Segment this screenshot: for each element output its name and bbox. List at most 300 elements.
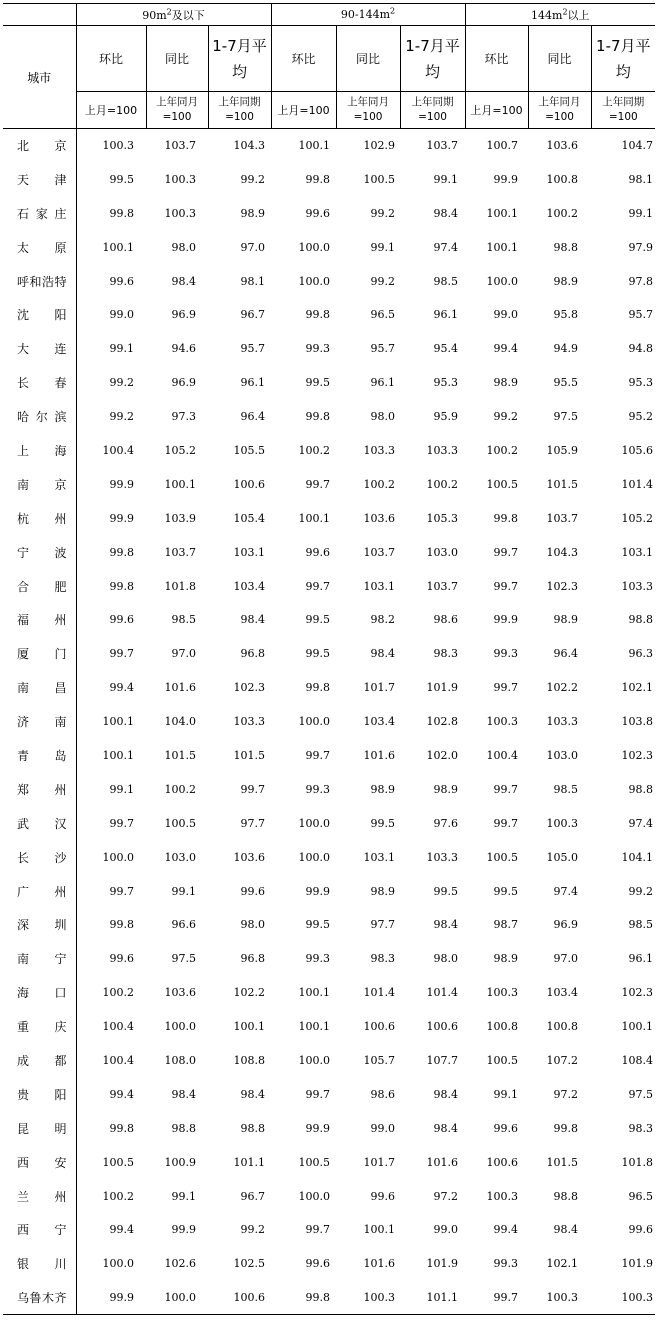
index-value-cell: 100.6 [363,1020,396,1034]
index-value-cell: 103.3 [426,850,459,864]
index-value-cell: 98.4 [370,647,396,661]
index-value-cell: 100.3 [486,986,519,1000]
index-value-cell: 96.8 [240,952,266,966]
index-value-cell: 101.8 [621,1155,654,1169]
index-value-cell: 99.2 [493,410,519,424]
index-value-cell: 98.4 [433,918,459,932]
index-value-cell: 99.8 [109,579,134,593]
city-name: 深圳 [3,908,76,942]
index-value-cell: 103.1 [233,545,266,559]
index-value-cell: 101.4 [363,986,396,1000]
table-row [3,705,655,739]
table-row [3,603,655,637]
index-value-cell: 96.6 [171,918,196,932]
index-value-cell: 99.6 [305,206,331,220]
index-value-cell: 100.3 [486,715,519,729]
city-name: 南京 [3,467,76,501]
index-value-cell: 98.9 [370,782,396,796]
index-value-cell: 99.8 [271,1281,336,1315]
index-value-cell: 102.3 [233,681,266,695]
index-value-cell: 97.3 [171,410,196,424]
index-value-cell: 99.3 [305,782,331,796]
table-row [3,535,655,569]
index-value-cell: 95.7 [240,342,266,356]
index-value-cell: 103.6 [164,986,196,1000]
index-value-cell: 97.4 [433,240,459,254]
city-name: 天津 [3,162,76,196]
index-value-cell: 100.0 [102,850,134,864]
table-row [3,1044,655,1078]
index-value-cell: 99.1 [628,206,654,220]
city-name: 宁波 [3,535,76,569]
index-value-cell: 107.2 [546,1053,579,1067]
index-value-cell: 98.1 [628,172,654,186]
base-header-mom: 上月=100 [271,92,336,129]
index-value-cell: 95.5 [553,376,579,390]
base-header-ytd-avg: 上年同期 =100 [208,92,271,129]
index-value-cell: 101.7 [363,1155,396,1169]
index-value-cell: 98.3 [628,1121,654,1135]
index-value-cell: 108.4 [621,1053,654,1067]
index-value-cell: 100.7 [486,139,519,153]
index-value-cell: 102.6 [164,1257,196,1271]
index-value-cell: 100.6 [233,477,266,491]
table-row [3,400,655,434]
index-value-cell: 100.6 [426,1020,459,1034]
index-value-cell: 99.1 [109,782,134,796]
index-value-cell: 103.1 [363,579,396,593]
index-value-cell: 100.3 [591,1281,655,1315]
index-value-cell: 100.1 [102,715,134,729]
index-value-cell: 100.5 [102,1155,134,1169]
index-value-cell: 98.8 [628,613,654,627]
table-row [3,298,655,332]
index-value-cell: 102.1 [621,681,654,695]
index-value-cell: 99.8 [305,172,331,186]
city-name: 福州 [3,603,76,637]
index-value-cell: 100.6 [486,1155,519,1169]
index-value-cell: 99.2 [240,1223,266,1237]
index-value-cell: 97.5 [171,952,196,966]
index-value-cell: 100.1 [102,240,134,254]
city-name: 广州 [3,874,76,908]
table-row [3,230,655,264]
index-value-cell: 105.2 [164,443,196,457]
table-body [3,129,655,1315]
index-value-cell: 100.2 [426,477,459,491]
index-value-cell: 100.1 [298,511,331,525]
index-value-cell: 100.0 [102,1257,134,1271]
city-header-label: 城市 [3,26,76,129]
index-value-cell: 100.0 [298,715,331,729]
index-value-cell: 95.7 [370,342,396,356]
index-value-cell: 99.2 [370,206,396,220]
index-value-cell: 105.4 [233,511,266,525]
index-value-cell: 99.1 [370,240,396,254]
index-value-cell: 98.8 [553,240,579,254]
index-value-cell: 99.3 [493,647,519,661]
city-name: 沈阳 [3,298,76,332]
table-row [3,1145,655,1179]
index-value-cell: 104.7 [621,139,654,153]
index-value-cell: 98.5 [628,918,654,932]
index-value-cell: 100.1 [233,1020,266,1034]
index-value-cell: 104.1 [621,850,654,864]
index-value-cell: 99.5 [109,172,134,186]
index-value-cell: 99.0 [370,1121,396,1135]
index-value-cell: 108.0 [164,1053,196,1067]
metric-header-yoy: 同比 [146,26,208,92]
index-value-cell: 99.1 [433,172,459,186]
city-name: 合肥 [3,569,76,603]
table-row [3,129,655,163]
index-value-cell: 100.9 [164,1155,196,1169]
index-value-cell: 98.9 [553,274,579,288]
index-value-cell: 102.2 [546,681,579,695]
index-value-cell: 100.8 [486,1020,519,1034]
index-value-cell: 100.5 [363,172,396,186]
index-value-cell: 100.1 [164,477,196,491]
index-value-cell: 99.0 [109,308,134,322]
index-value-cell: 99.7 [109,647,134,661]
index-value-cell: 99.5 [433,884,459,898]
index-value-cell: 103.7 [426,139,459,153]
index-value-cell: 98.9 [240,206,266,220]
index-value-cell: 96.1 [370,376,396,390]
index-value-cell: 100.1 [486,206,519,220]
index-value-cell: 100.5 [298,1155,331,1169]
city-name: 西安 [3,1145,76,1179]
index-value-cell: 94.9 [553,342,579,356]
index-value-cell: 95.3 [433,376,459,390]
index-value-cell: 96.1 [628,952,654,966]
index-value-cell: 99.4 [109,1223,134,1237]
index-value-cell: 102.3 [621,986,654,1000]
index-value-cell: 101.6 [426,1155,459,1169]
table-row [3,739,655,773]
index-value-cell: 103.6 [233,850,266,864]
index-value-cell: 99.6 [305,1257,331,1271]
metric-header-mom: 环比 [76,26,146,92]
index-value-cell: 98.8 [240,1121,266,1135]
index-value-cell: 99.7 [493,579,519,593]
table-row [3,1010,655,1044]
index-value-cell: 101.1 [233,1155,266,1169]
index-value-cell: 98.6 [370,1087,396,1101]
index-value-cell: 105.9 [546,443,579,457]
index-value-cell: 100.5 [486,477,519,491]
index-value-cell: 100.4 [486,748,519,762]
index-value-cell: 108.8 [233,1053,266,1067]
index-value-cell: 101.1 [400,1281,465,1315]
index-value-cell: 100.2 [363,477,396,491]
index-value-cell: 99.4 [493,342,519,356]
city-name: 长沙 [3,840,76,874]
metric-header-ytd-avg: 1-7月平 均 [208,26,271,92]
index-value-cell: 99.6 [240,884,266,898]
base-header-yoy: 上年同月 =100 [146,92,208,129]
index-value-cell: 99.7 [305,579,331,593]
index-value-cell: 100.2 [102,1189,134,1203]
index-value-cell: 98.0 [240,918,266,932]
city-column-header [3,4,76,26]
index-value-cell: 100.2 [486,443,519,457]
index-value-cell: 99.9 [76,1281,146,1315]
index-value-cell: 100.1 [363,1223,396,1237]
index-value-cell: 102.5 [233,1257,266,1271]
index-value-cell: 96.9 [171,308,196,322]
index-value-cell: 99.7 [240,782,266,796]
index-value-cell: 100.2 [298,443,331,457]
index-value-cell: 99.2 [628,884,654,898]
index-value-cell: 98.9 [493,376,519,390]
index-value-cell: 99.7 [109,884,134,898]
group-header-large: $144m^2$以上 [465,4,655,26]
index-value-cell: 105.3 [426,511,459,525]
index-value-cell: 99.5 [370,816,396,830]
index-value-cell: 98.4 [433,1121,459,1135]
index-value-cell: 100.3 [102,139,134,153]
index-value-cell: 96.3 [628,647,654,661]
table-row [3,434,655,468]
index-value-cell: 98.3 [433,647,459,661]
index-value-cell: 99.7 [305,1223,331,1237]
index-value-cell: 97.2 [433,1189,459,1203]
index-value-cell: 99.3 [305,342,331,356]
index-value-cell: 103.1 [363,850,396,864]
index-value-cell: 101.5 [546,1155,579,1169]
index-value-cell: 98.8 [171,1121,196,1135]
index-value-cell: 100.3 [164,172,196,186]
index-value-cell: 103.7 [426,579,459,593]
index-value-cell: 99.5 [305,376,331,390]
index-value-cell: 97.2 [553,1087,579,1101]
table-row [3,976,655,1010]
metric-header-yoy: 同比 [528,26,591,92]
metric-header-mom: 环比 [465,26,528,92]
index-value-cell: 100.8 [546,1020,579,1034]
index-value-cell: 100.0 [298,240,331,254]
index-value-cell: 103.7 [164,139,196,153]
index-value-cell: 98.2 [370,613,396,627]
table-row [3,467,655,501]
index-value-cell: 99.5 [493,884,519,898]
index-value-cell: 98.0 [433,952,459,966]
index-value-cell: 97.5 [553,410,579,424]
index-value-cell: 98.9 [433,782,459,796]
index-value-cell: 97.0 [171,647,196,661]
index-value-cell: 95.2 [628,410,654,424]
index-value-cell: 99.6 [370,1189,396,1203]
index-value-cell: 99.9 [493,613,519,627]
table-header [3,4,655,129]
base-header-mom: 上月=100 [465,92,528,129]
index-value-cell: 100.2 [164,782,196,796]
index-value-cell: 99.1 [171,884,196,898]
city-name: 上海 [3,434,76,468]
table-row [3,1111,655,1145]
index-value-cell: 100.3 [546,816,579,830]
index-value-cell: 99.8 [305,681,331,695]
index-value-cell: 99.8 [305,308,331,322]
index-value-cell: 103.3 [621,579,654,593]
index-value-cell: 100.2 [546,206,579,220]
index-value-cell: 102.3 [546,579,579,593]
index-value-cell: 98.5 [433,274,459,288]
index-value-cell: 95.4 [433,342,459,356]
index-value-cell: 104.3 [233,139,266,153]
index-value-cell: 100.0 [298,274,331,288]
index-value-cell: 99.0 [493,308,519,322]
index-value-cell: 98.5 [171,613,196,627]
table-row [3,569,655,603]
index-value-cell: 99.6 [628,1223,654,1237]
index-value-cell: 96.4 [240,410,266,424]
index-value-cell: 98.4 [553,1223,579,1237]
index-value-cell: 98.5 [553,782,579,796]
city-name: 长春 [3,366,76,400]
index-value-cell: 100.3 [486,1189,519,1203]
index-value-cell: 100.4 [102,1053,134,1067]
base-header-yoy: 上年同月 =100 [336,92,400,129]
index-value-cell: 105.5 [233,443,266,457]
index-value-cell: 95.3 [628,376,654,390]
index-value-cell: 101.9 [426,681,459,695]
index-value-cell: 105.2 [621,511,654,525]
index-value-cell: 98.4 [433,1087,459,1101]
index-value-cell: 99.7 [493,816,519,830]
index-value-cell: 103.3 [233,715,266,729]
index-value-cell: 98.4 [240,1087,266,1101]
index-value-cell: 99.8 [305,410,331,424]
city-name: 呼和浩特 [3,264,76,298]
index-value-cell: 97.0 [240,240,266,254]
table-row [3,501,655,535]
index-value-cell: 99.9 [109,511,134,525]
index-value-cell: 98.4 [171,274,196,288]
index-value-cell: 99.8 [109,918,134,932]
index-value-cell: 101.6 [363,1257,396,1271]
index-value-cell: 103.9 [164,511,196,525]
city-name: 武汉 [3,806,76,840]
table-row [3,840,655,874]
index-value-cell: 102.9 [363,139,396,153]
index-value-cell: 97.8 [628,274,654,288]
index-value-cell: 100.1 [621,1020,654,1034]
index-value-cell: 99.5 [305,647,331,661]
base-header-ytd-avg: 上年同期 =100 [591,92,655,129]
index-value-cell: 97.7 [240,816,266,830]
index-value-cell: 101.9 [426,1257,459,1271]
index-value-cell: 107.7 [426,1053,459,1067]
city-name: 乌鲁木齐 [3,1281,76,1315]
index-value-cell: 98.3 [370,952,396,966]
index-value-cell: 96.5 [370,308,396,322]
index-value-cell: 103.0 [164,850,196,864]
index-value-cell: 103.3 [426,443,459,457]
table-row [3,874,655,908]
city-name: 哈尔滨 [3,400,76,434]
table-row [3,908,655,942]
index-value-cell: 101.6 [363,748,396,762]
index-value-cell: 98.8 [628,782,654,796]
index-value-cell: 99.3 [305,952,331,966]
table-row [3,162,655,196]
city-name: 厦门 [3,637,76,671]
index-value-cell: 100.0 [298,1053,331,1067]
index-value-cell: 96.9 [553,918,579,932]
index-value-cell: 100.0 [298,816,331,830]
index-value-cell: 100.0 [298,1189,331,1203]
index-value-cell: 103.8 [621,715,654,729]
index-value-cell: 99.7 [305,477,331,491]
index-value-cell: 100.0 [486,274,519,288]
index-value-cell: 99.7 [465,1281,528,1315]
index-value-cell: 98.6 [433,613,459,627]
index-value-cell: 99.6 [109,613,134,627]
index-value-cell: 99.7 [493,681,519,695]
index-value-cell: 100.6 [208,1281,271,1315]
index-value-cell: 99.6 [109,952,134,966]
index-value-cell: 95.8 [553,308,579,322]
index-value-cell: 103.3 [363,443,396,457]
index-value-cell: 103.0 [426,545,459,559]
city-name: 兰州 [3,1179,76,1213]
index-value-cell: 104.3 [546,545,579,559]
index-value-cell: 100.0 [164,1020,196,1034]
index-value-cell: 100.5 [164,816,196,830]
price-index-table [3,3,655,1315]
table-row [3,671,655,705]
index-value-cell: 103.7 [164,545,196,559]
index-value-cell: 97.0 [553,952,579,966]
index-value-cell: 98.9 [493,952,519,966]
price-index-table-container [3,3,655,1315]
index-value-cell: 100.4 [102,1020,134,1034]
index-value-cell: 99.2 [109,410,134,424]
index-value-cell: 98.1 [240,274,266,288]
index-value-cell: 99.6 [305,545,331,559]
index-value-cell: 99.1 [109,342,134,356]
city-name: 海口 [3,976,76,1010]
index-value-cell: 98.0 [171,240,196,254]
index-value-cell: 101.8 [164,579,196,593]
base-header-mom: 上月=100 [76,92,146,129]
index-value-cell: 105.6 [621,443,654,457]
index-value-cell: 97.4 [553,884,579,898]
table-row [3,1179,655,1213]
metric-header-ytd-avg: 1-7月平 均 [591,26,655,92]
index-value-cell: 99.1 [171,1189,196,1203]
index-value-cell: 103.4 [363,715,396,729]
index-value-cell: 99.7 [305,748,331,762]
index-value-cell: 101.9 [621,1257,654,1271]
index-value-cell: 96.5 [628,1189,654,1203]
index-value-cell: 102.3 [621,748,654,762]
city-name: 银川 [3,1247,76,1281]
index-value-cell: 96.4 [553,647,579,661]
index-value-cell: 101.4 [621,477,654,491]
index-value-cell: 100.1 [486,240,519,254]
city-name: 太原 [3,230,76,264]
index-value-cell: 104.0 [164,715,196,729]
group-header-small: $90m^2$及以下 [76,4,271,26]
index-value-cell: 100.3 [164,206,196,220]
index-value-cell: 99.9 [171,1223,196,1237]
index-value-cell: 100.0 [146,1281,208,1315]
index-value-cell: 97.6 [433,816,459,830]
index-value-cell: 99.7 [493,782,519,796]
